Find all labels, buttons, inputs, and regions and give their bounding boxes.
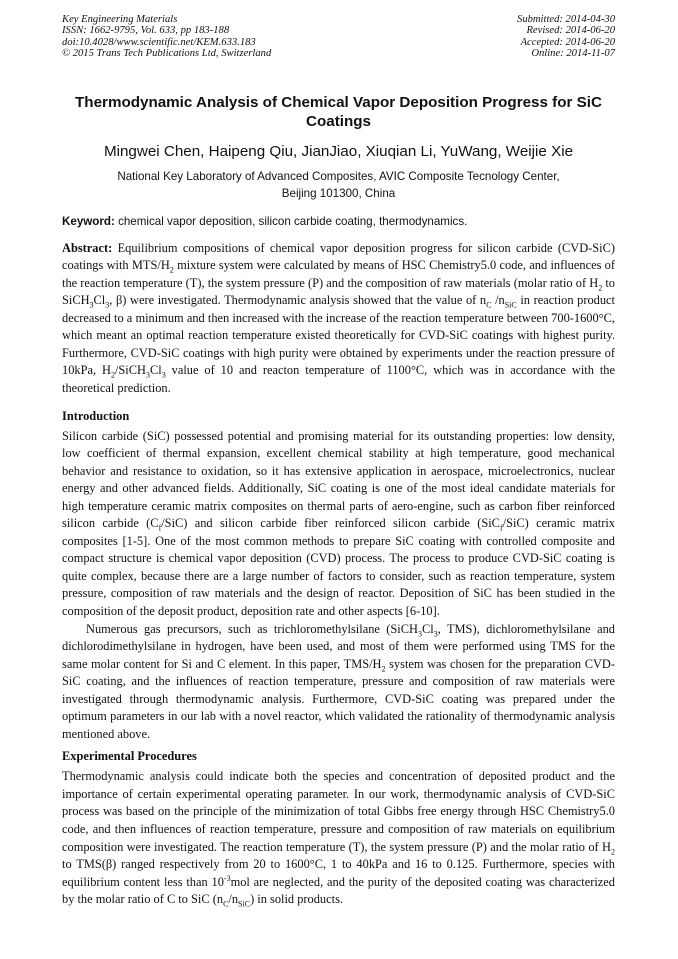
paper-title: Thermodynamic Analysis of Chemical Vapor Deposition Progress for SiC Coatings [75, 93, 602, 130]
subscript: f [499, 523, 503, 533]
subscript: 2 [381, 664, 386, 674]
journal-info [62, 14, 271, 60]
date-accepted: Accepted: 2014-06-20 [520, 36, 615, 48]
subscript: 3 [161, 370, 166, 380]
abstract-text: mixture system were calculated by means of HSC Chemistry5.0 code, and influences of the reaction temperature (T), the system pressure (P) and the composition of raw materials (molar ratio of H [62, 258, 616, 290]
subscript: 2 [598, 283, 603, 293]
body-text: , TMS), dichloromethylsilane and dichlorodimethylsilane in hydrogen, have been used, and most of them were performed using TMS for the same molar content for Si and C element. In this paper, TMS/H [62, 621, 615, 671]
experimental-paragraph [62, 768, 615, 908]
subscript: 3 [105, 300, 110, 310]
subscript: 2 [611, 847, 615, 857]
affiliation-line-2: Beijing 101300, China [281, 186, 396, 200]
journal-name: Key Engineering Materials [62, 14, 178, 25]
abstract-text: in reaction product decreased to a minimum and then increased with the increase of the reaction temperature between 700-1600°C, which meant an optimal reaction temperature existed theoretically for CVD-SiC coatings with highest purity. Furthermore, CVD-SiC coatings with high purity were obtained by experiments under the reaction pressure of 10kPa, H [62, 293, 615, 378]
journal-copyright: © 2015 Trans Tech Publications Ltd, Switzerland [62, 48, 272, 60]
body-text: ) in solid products. [250, 892, 343, 907]
journal-header [62, 14, 615, 60]
abstract-label: Abstract: [62, 240, 113, 255]
body-text: Numerous gas precursors, such as trichloromethylsilane (SiCH [86, 621, 418, 636]
subscript: C [223, 899, 229, 909]
paper-page [62, 14, 615, 909]
body-text: Cl [421, 621, 434, 636]
date-submitted: Submitted: 2014-04-30 [517, 14, 615, 25]
subscript: 3 [89, 300, 94, 310]
subscript: 2 [110, 370, 115, 380]
abstract-text: Cl [93, 293, 106, 308]
body-text: Thermodynamic analysis could indicate both the species and concentration of deposited product and the importance of certain experimental operating parameter. In our work, thermodynamic analysis of CVD-SiC process was based on the principle of the minimization of total Gibbs free energy through HSC Chemistry5.0 code, and then influences of reaction temperature, pressure and composition of raw materials on equilibrium composition were investigated. The reaction temperature (T), the system pressure (P) and the molar ratio of H [62, 769, 615, 854]
abstract-text: , β) were investigated. Thermodynamic analysis showed that the value of n [109, 293, 487, 308]
author-list: Mingwei Chen, Haipeng Qiu, JianJiao, Xiuqian Li, YuWang, Weijie Xie [103, 142, 574, 160]
body-text: system was chosen for the preparation CVD-SiC coating, and the influences of reaction temperature, pressure and composition of raw materials were investigated through thermodynamic analysis. Furthermore, CVD-SiC coating was prepared under the optimum parameters in our lab with a novel reactor, which validated the rationality of thermodynamic analysis mentioned above. [62, 656, 615, 741]
subscript: f [158, 523, 162, 533]
abstract-text: /SiCH [114, 363, 146, 378]
abstract-text: /n [491, 293, 505, 308]
abstract-text: value of 10 and reacton temperature of 1100°C, which was in accordance with the theoretical prediction. [62, 363, 615, 395]
subscript: 3 [417, 629, 422, 639]
journal-issn: ISSN: 1662-9795, Vol. 633, pp 183-188 [62, 25, 230, 37]
affiliation [62, 168, 615, 202]
abstract [62, 240, 615, 398]
abstract-text: Equilibrium compositions of chemical vapor deposition progress for silicon carbide (CVD-SiC) coatings with MTS/H [62, 240, 615, 273]
subscript: SiC [238, 899, 251, 909]
journal-doi: doi:10.4028/www.scientific.net/KEM.633.183 [62, 36, 256, 48]
section-heading-experimental: Experimental Procedures [62, 749, 197, 764]
keyword-text: chemical vapor deposition, silicon carbide coating, thermodynamics. [118, 214, 468, 228]
subscript: C [486, 300, 492, 310]
affiliation-line-1: National Key Laboratory of Advanced Composites, AVIC Composite Tecnology Center, [117, 169, 560, 183]
keywords [62, 215, 615, 229]
subscript: 3 [433, 629, 438, 639]
keyword-label: Keyword: [62, 214, 115, 228]
body-text: /SiC) and silicon carbide fiber reinforced silicon carbide (SiC [161, 516, 500, 531]
date-revised: Revised: 2014-06-20 [526, 25, 615, 37]
body-text: /SiC) ceramic matrix composites [1-5]. One of the most common methods to prepare SiC coating with controlled composite and compact structure is chemical vapor deposition (CVD) process. The process to produce CVD-SiC coating is quite complex, because there are a large number of factors to consider, such as reaction temperature, system pressure, composition of raw materials and the design of reactor. Deposition of SiC has been studied in the composition of the deposit product, deposition rate and other aspects [6-10]. [62, 516, 615, 619]
abstract-text: Cl [149, 363, 162, 378]
subscript: 2 [169, 265, 174, 275]
body-text: mol are neglected, and the purity of the deposited coating was characterized by the molar ratio of C to SiC (n [62, 874, 615, 907]
publication-dates [517, 14, 615, 60]
body-text: /n [228, 892, 239, 907]
body-text: Silicon carbide (SiC) possessed potential and promising material for its outstanding properties: low density, low coefficient of thermal expansion, excellent chemical stability at high temperature, good mechanical behavior and resistance to oxidation, so it has extensive application in aerospace, microelectronics, nuclear energy and other advanced fields. Additionally, SiC coating is one of the most ideal candidate materials for high temperature ceramic matrix composites on thermal parts of aero-engine, such as carbon fiber reinforced silicon carbide (C [62, 428, 615, 531]
intro-paragraph-1 [62, 428, 615, 621]
abstract-text: to SiCH [62, 275, 615, 308]
section-heading-introduction: Introduction [62, 408, 130, 423]
body-text: to TMS(β) ranged respectively from 20 to 1600°C, 1 to 40kPa and 16 to 0.125. Furthermore, species with equilibrium content less than 10 [62, 857, 615, 889]
date-online: Online: 2014-11-07 [531, 48, 615, 60]
intro-paragraph-2 [62, 621, 615, 744]
subscript: 3 [145, 370, 150, 380]
subscript: SiC [504, 300, 517, 310]
superscript: -3 [223, 873, 231, 883]
